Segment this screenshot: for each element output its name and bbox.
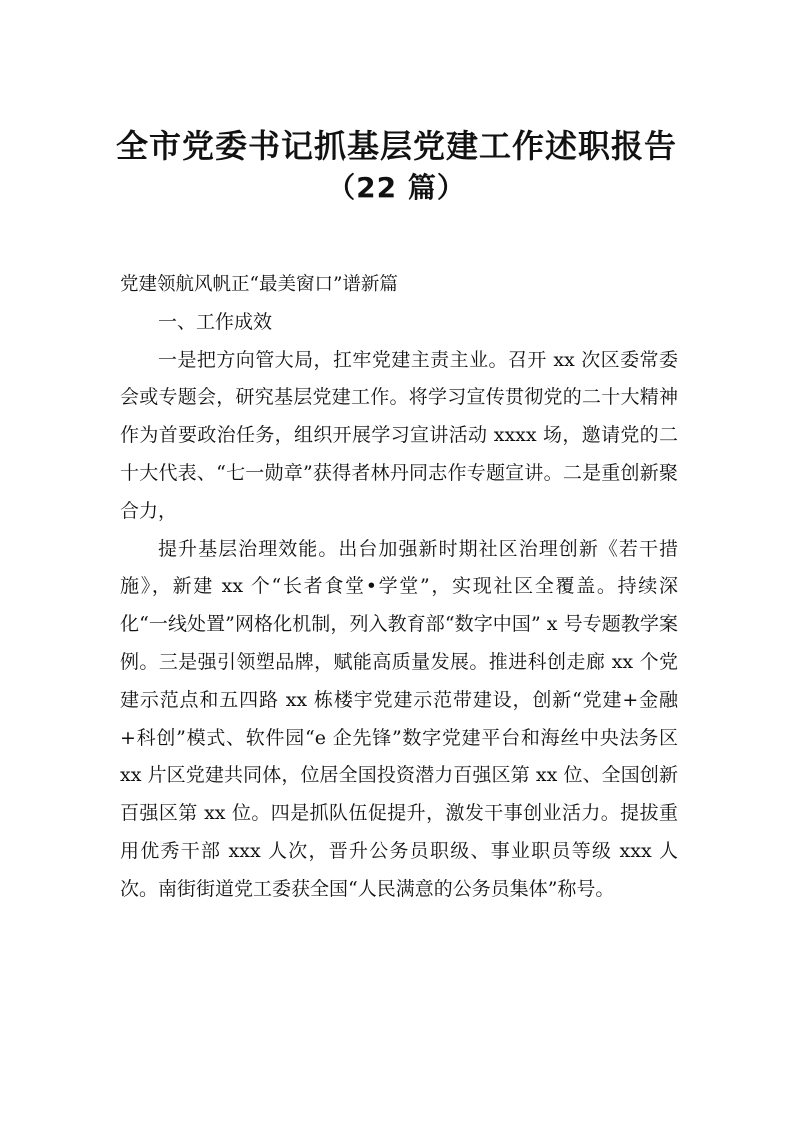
part-heading: 一、工作成效 [158, 310, 273, 333]
document-body [120, 266, 678, 909]
document-subtitle: （22 篇） [327, 171, 466, 204]
paragraph-1: 一是把方向管大局，扛牢党建主责主业。召开 xx 次区委常委会或专题会，研究基层党建工作。将学习宣传贯彻党的二十大精神作为首要政治任务，组织开展学习宣讲活动 xxxx 场，邀请党的二十大代表、“七一勋章”获得者林丹同志作专题宣讲。二是重创新聚合力， [120, 348, 678, 522]
paragraph-2: 提升基层治理效能。出台加强新时期社区治理创新《若干措施》，新建 xx 个“长者食堂•学堂”，实现社区全覆盖。持续深化“一线处置”网格化机制，列入教育部“数字中国” x 号专题教学案例。三是强引领塑品牌，赋能高质量发展。推进科创走廊 xx 个党建示范点和五四路 xx 栋楼宇党建示范带建设，创新“党建+金融+科创”模式、软件园“e 企先锋”数字党建平台和海丝中央法务区 xx 片区党建共同体，位居全国投资潜力百强区第 xx 位、全国创新百强区第 xx 位。四是抓队伍促提升，激发干事创业活力。提拔重用优秀干部 xxx 人次，晋升公务员职级、事业职员等级 xxx 人次。南街街道党工委获全国“人民满意的公务员集体”称号。 [120, 537, 678, 900]
section-heading: 党建领航风帆正“最美窗口”谱新篇 [120, 274, 398, 295]
document-title: 全市党委书记抓基层党建工作述职报告 [115, 127, 677, 165]
